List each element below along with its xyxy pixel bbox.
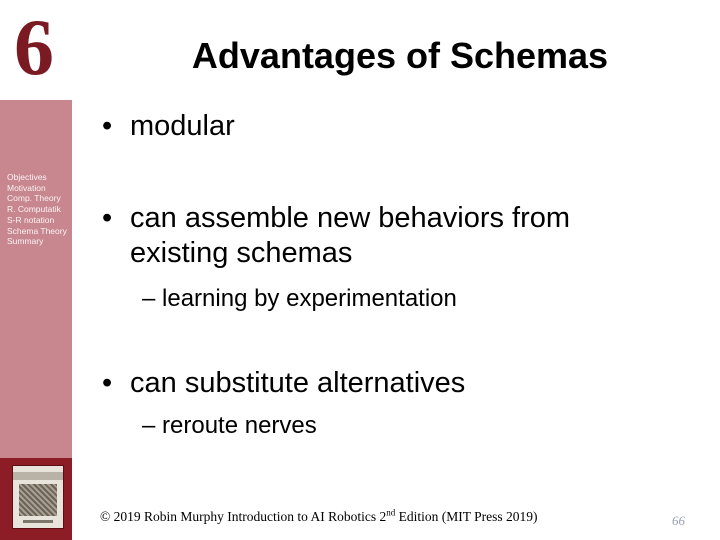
sidebar-item-objectives[interactable]: Objectives [7, 172, 47, 182]
sidebar-item-sr-notation[interactable]: S-R notation [7, 214, 55, 225]
bullet-assemble [102, 201, 571, 271]
sidebar-nav [7, 172, 82, 247]
sidebar-item-motivation[interactable]: Motivation [7, 182, 46, 193]
footer-superscript: nd [386, 507, 396, 518]
bullet-icon: • [102, 367, 113, 399]
chapter-number: 6 [14, 4, 54, 92]
sidebar-item-comp-theory[interactable]: Comp. Theory [7, 193, 61, 204]
sub-bullet-reroute: – reroute nerves [142, 412, 317, 439]
bullet-icon: • [102, 110, 113, 142]
bullet-modular [102, 109, 235, 144]
page-number: 66 [672, 513, 685, 528]
sidebar-item-r-computatik[interactable]: R. Computatik [7, 204, 61, 215]
bullet-text-line-1: can assemble new behaviors from [130, 202, 571, 234]
slide-title: Advantages of Schemas [191, 35, 609, 76]
bullet-substitute [102, 366, 466, 401]
book-cover-image [12, 465, 64, 529]
sidebar-item-summary[interactable]: Summary [7, 236, 44, 247]
footer-copyright: © 2019 Robin Murphy Introduction to AI Robotics 2nd Edition (MIT Press 2019) [100, 507, 538, 524]
bullet-icon: • [102, 202, 113, 234]
bullet-text-line-2: existing schemas [130, 237, 353, 269]
bullet-text: can substitute alternatives [130, 367, 466, 399]
sub-bullet-learning: – learning by experimentation [142, 285, 457, 312]
bullet-text: modular [130, 110, 235, 142]
sidebar-item-schema-theory[interactable]: Schema Theory [7, 225, 67, 236]
